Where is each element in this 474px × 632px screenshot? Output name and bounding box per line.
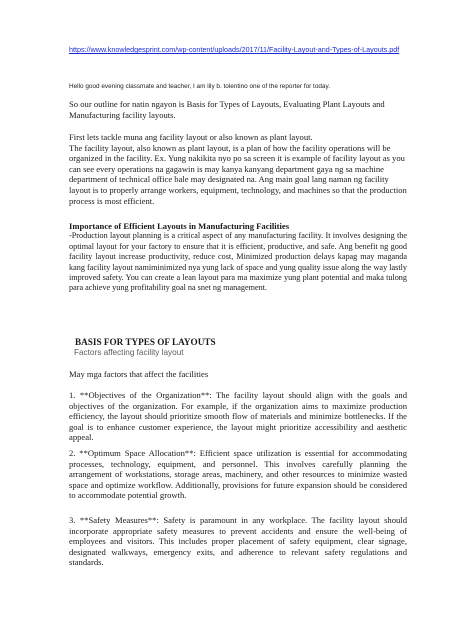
intro-line: First lets tackle muna ang facility layout or also known as plant layout. bbox=[69, 132, 313, 142]
source-link[interactable]: https://www.knowledgesprint.com/wp-content/uploads/2017/11/Facility-Layout-and-Types-of-Layouts.pdf bbox=[69, 45, 400, 54]
factor-text: 2. **Optimum Space Allocation**: Efficient space utilization is essential for accommodating processes, technology, equipment, and personnel. This involves carefully planning the arrangement of workstations, storage areas, machinery, and other resources to minimize wasted space and optimize workflow. Additionally, provisions for future expansion should be considered to accommodate potential growth. bbox=[69, 448, 407, 501]
importance-section bbox=[69, 221, 407, 294]
importance-heading: Importance of Efficient Layouts in Manufacturing Facilities bbox=[69, 221, 290, 231]
importance-body: -Production layout planning is a critical aspect of any manufacturing facility. It involves designing the optimal layout for your factory to ensure that it is efficient, productive, and safe. Ang benefit ng good facility layout increase productivity, reduce cost, Minimized production delays kapag may maganda kang facility layout namiminimized nya yung lack of space and yung quality issue along the way lastly improved safety. You can create a lean layout para ma maximize yung plant potential and maka tulong para achieve yung profitability goal na snet ng management. bbox=[69, 231, 407, 293]
factors-intro bbox=[69, 369, 407, 380]
factors-intro-text: May mga factors that affect the facilities bbox=[69, 369, 209, 379]
factor-text: 1. **Objectives of the Organization**: The facility layout should align with the goals and objectives of the organization. For example, if the organization aims to maximize production efficiency, the layout should prioritize smooth flow of materials and minimize bottlenecks. If the goal is to enhance customer experience, the layout might prioritize accessibility and aesthetic appeal. bbox=[69, 390, 407, 443]
basis-heading: BASIS FOR TYPES OF LAYOUTS bbox=[75, 337, 216, 347]
factor-text: 3. **Safety Measures**: Safety is paramount in any workplace. The facility layout should incorporate appropriate safety measures to prevent accidents and ensure the well-being of employees and visitors. This includes proper placement of safety equipment, clear signage, designated walkways, emergency exits, and adherence to relevant safety regulations and standards. bbox=[69, 515, 407, 568]
factor-item-1 bbox=[69, 390, 407, 443]
outline-text: So our outline for natin ngayon is Basis for Types of Layouts, Evaluating Plant Layouts and Manufacturing facility layouts. bbox=[69, 99, 385, 120]
factor-item-3 bbox=[69, 515, 407, 568]
factors-subheading: Factors affecting facility layout bbox=[74, 348, 184, 357]
intro-body: The facility layout, also known as plant layout, is a plan of how the facility operations will be organized in the facility. Ex. Yung nakikita nyo po sa screen it is example of facility layout as you can see every operations na gagawin is may kanya kanyang department gaya ng sa machine department of technical office bale may designated na. Ang main goal lang naman ng facility layout is to properly arrange workers, equipment, technology, and machines so that the production process is most efficient. bbox=[69, 142, 407, 206]
factor-item-2 bbox=[69, 448, 407, 501]
intro-section bbox=[69, 132, 407, 206]
greeting-line: Hello good evening classmate and teacher, I am lily b. tolentino one of the reporter for today. bbox=[69, 83, 330, 90]
outline-paragraph bbox=[69, 99, 407, 120]
